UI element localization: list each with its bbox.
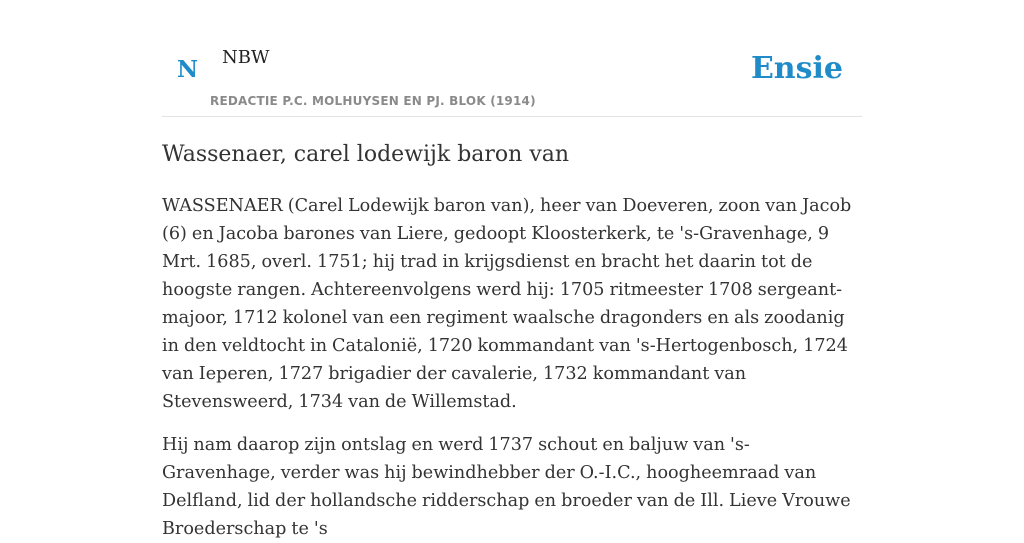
article-paragraph-2: Hij nam daarop zijn ontslag en werd 1737 schout en baljuw van 's-Gravenhage, verder was hij bewindhebber der O.-I.C., hoogheemraad van Delfland, lid der hollandsche ridderschap en broeder van de Ill. Lieve Vrouwe Broederschap te 's xyxy=(162,435,851,539)
source-editors: REDACTIE P.C. MOLHUYSEN EN PJ. BLOK (1914) xyxy=(210,94,536,108)
brand-logo-link[interactable]: Ensie xyxy=(750,51,843,86)
article-paragraph-1: WASSENAER (Carel Lodewijk baron van), heer van Doeveren, zoon van Jacob (6) en Jacoba barones van Liere, gedoopt Kloosterkerk, te 's-Gravenhage, 9 Mrt. 1685, overl. 1751; hij trad in krijgsdienst en bracht het daarin tot de hoogste rangen. Achtereenvolgens werd hij: 1705 ritmeester 1708 sergeant-majoor, 1712 kolonel van een regiment waalsche dragonders en als zoodanig in den veldtocht in Catalonië, 1720 kommandant van 's-Hertogenbosch, 1724 van Ieperen, 1727 brigadier der cavalerie, 1732 kommandant van Stevensweerd, 1734 van de Willemstad. xyxy=(162,196,852,412)
source-name: NBW xyxy=(222,47,270,68)
article xyxy=(162,138,862,543)
source-header xyxy=(162,0,862,117)
article-title: Wassenaer, carel lodewijk baron van xyxy=(162,142,570,167)
source-logo-link[interactable]: N xyxy=(177,56,199,83)
